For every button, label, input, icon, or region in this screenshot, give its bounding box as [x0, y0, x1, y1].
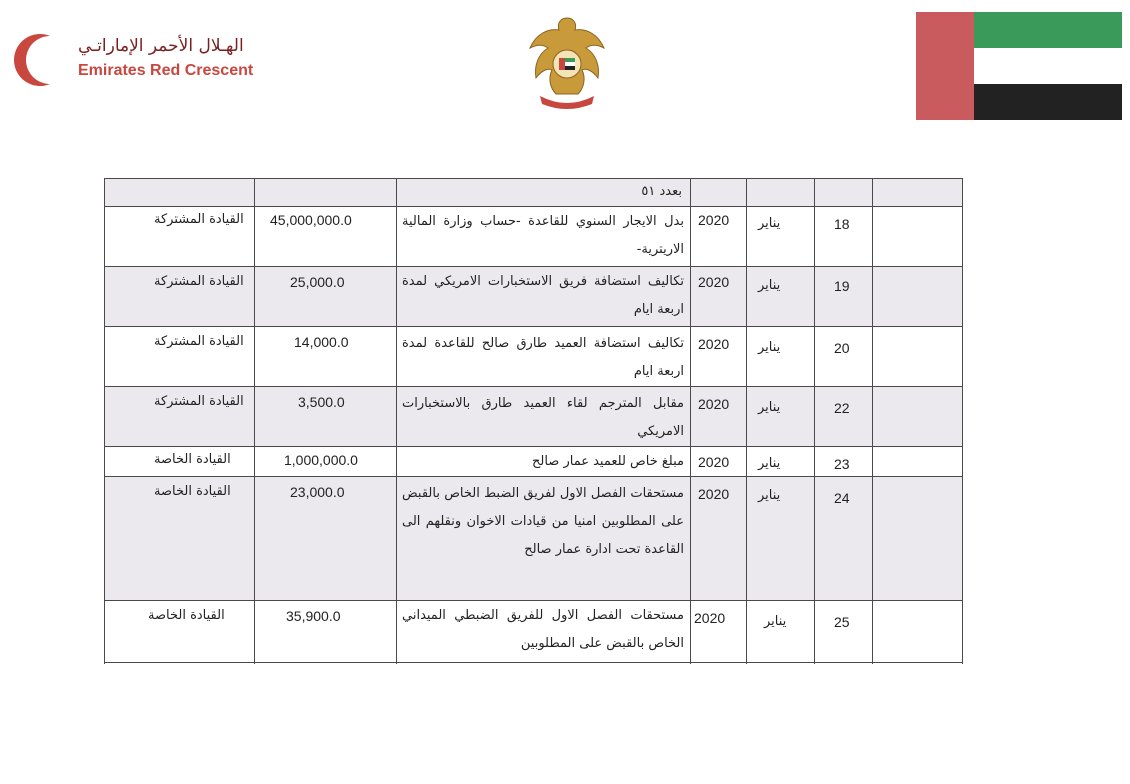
row-amount: 23,000.0 — [290, 484, 345, 500]
row-month: يناير — [758, 340, 781, 355]
row-year: 2020 — [698, 396, 730, 412]
row-year: 2020 — [694, 610, 726, 626]
logo-arabic-text: الهـلال الأحمر الإماراتـي — [78, 36, 244, 56]
row-number: 23 — [834, 456, 850, 472]
row-entity: القيادة الخاصة — [154, 484, 231, 499]
row-amount: 14,000.0 — [294, 334, 349, 350]
row-number: 25 — [834, 614, 850, 630]
row-entity: القيادة الخاصة — [154, 452, 231, 467]
row-entity: القيادة الخاصة — [148, 608, 225, 623]
row-description: تكاليف استضافة فريق الاستخبارات الامريكي لمدة اربعة ايام — [402, 274, 684, 317]
row-description: مبلغ خاص للعميد عمار صالح — [531, 454, 684, 469]
row-year: 2020 — [698, 212, 730, 228]
row-number: 20 — [834, 340, 850, 356]
row-description: مستحقات الفصل الاول لفريق الضبط الخاص بالقبض على المطلوبين امنيا من قيادات الاخوان ونقلهم الى القاعدة تحت ادارة عمار صالح — [402, 486, 684, 557]
row-year: 2020 — [698, 274, 730, 290]
emirates-red-crescent-logo — [8, 26, 268, 98]
row-month: يناير — [758, 216, 781, 231]
row-description: مستحقات الفصل الاول للفريق الضبطي الميداني الخاص بالقبض على المطلوبين — [402, 608, 684, 651]
row-month: يناير — [764, 614, 787, 629]
row-amount: 35,900.0 — [286, 608, 341, 624]
row-number: 24 — [834, 490, 850, 506]
row-month: يناير — [758, 456, 781, 471]
logo-english-text: Emirates Red Crescent — [78, 62, 254, 79]
uae-flag-icon — [916, 12, 1122, 120]
row-number: 19 — [834, 278, 850, 294]
row-entity: القيادة المشتركة — [154, 274, 244, 289]
row-entity: القيادة المشتركة — [154, 334, 244, 349]
row-entity: القيادة المشتركة — [154, 394, 244, 409]
uae-eagle-emblem-icon — [526, 14, 608, 112]
row-amount: 1,000,000.0 — [284, 452, 358, 468]
expenses-table — [104, 178, 962, 664]
row-amount: 45,000,000.0 — [270, 212, 352, 228]
row-description: مقابل المترجم لقاء العميد طارق بالاستخبارات الامريكي — [402, 396, 684, 439]
row-year: 2020 — [698, 336, 730, 352]
row-number: 22 — [834, 400, 850, 416]
row-month: يناير — [758, 400, 781, 415]
row-month: يناير — [758, 488, 781, 503]
table-top-label: بعدد ٥١ — [641, 184, 682, 199]
row-amount: 3,500.0 — [298, 394, 345, 410]
row-year: 2020 — [698, 454, 730, 470]
row-entity: القيادة المشتركة — [154, 212, 244, 227]
row-description: بدل الايجار السنوي للقاعدة -حساب وزارة المالية الاريترية- — [402, 214, 684, 257]
red-crescent-icon — [10, 32, 66, 88]
row-number: 18 — [834, 216, 850, 232]
row-year: 2020 — [698, 486, 730, 502]
row-month: يناير — [758, 278, 781, 293]
row-description: تكاليف استضافة العميد طارق صالح للقاعدة لمدة اربعة ايام — [402, 336, 684, 379]
row-amount: 25,000.0 — [290, 274, 345, 290]
